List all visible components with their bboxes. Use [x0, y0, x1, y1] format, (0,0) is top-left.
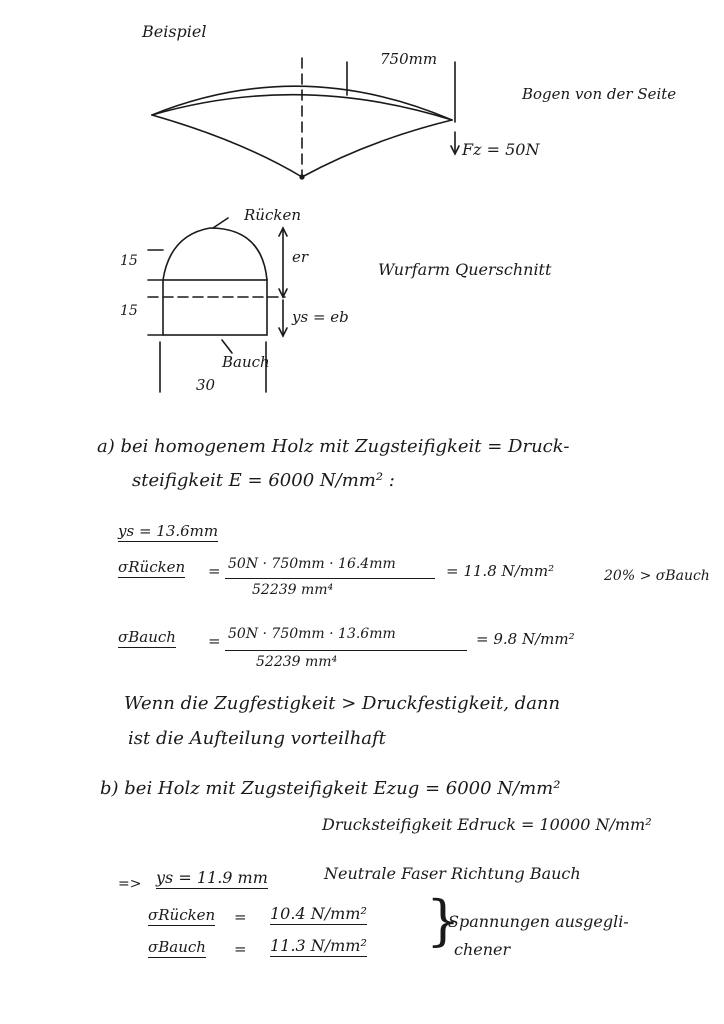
- part-b-intro-line1: b) bei Holz mit Zugsteifigkeit Ezug = 6000 N/mm²: [100, 778, 561, 799]
- part-a-sigma-belly-eq: =: [208, 632, 221, 650]
- part-a-sigma-back-denominator: 52239 mm⁴: [252, 582, 334, 598]
- part-a-conclusion-line2: ist die Aufteilung vorteilhaft: [128, 728, 386, 749]
- dim-bottom-label: 15: [120, 303, 138, 319]
- part-a-sigma-back-label: σRücken: [118, 558, 186, 576]
- part-a-sigma-belly-result: = 9.8 N/mm²: [476, 630, 575, 648]
- part-a-sigma-belly-denominator: 52239 mm⁴: [256, 654, 338, 670]
- part-b-ys-note: Neutrale Faser Richtung Bauch: [324, 864, 581, 883]
- part-b-sigma-back-eq: =: [234, 908, 247, 926]
- force-label: Fz = 50N: [462, 140, 540, 159]
- bow-side-label: Bogen von der Seite: [522, 85, 677, 103]
- dim-top-label: 15: [120, 253, 138, 269]
- part-a-conclusion-line1: Wenn die Zugfestigkeit > Druckfestigkeit, dann: [124, 693, 561, 714]
- grouping-brace: }: [426, 889, 461, 952]
- bow-length-label: 750mm: [380, 50, 438, 68]
- part-a-sigma-back-note: 20% > σBauch: [604, 568, 710, 584]
- part-a-sigma-belly-numerator: 50N · 750mm · 13.6mm: [228, 626, 396, 642]
- part-b-sigma-back-value: 10.4 N/mm²: [270, 904, 367, 923]
- part-a-intro-line1: a) bei homogenem Holz mit Zugsteifigkeit = Druck-: [97, 436, 570, 457]
- part-b-intro-line2: Drucksteifigkeit Edruck = 10000 N/mm²: [322, 815, 652, 834]
- part-a-sigma-back-result: = 11.8 N/mm²: [446, 562, 555, 580]
- part-b-sigma-belly-value: 11.3 N/mm²: [270, 936, 367, 955]
- back-label: Rücken: [244, 206, 301, 224]
- part-b-ys: ys = 11.9 mm: [156, 868, 268, 887]
- example-title: Beispiel: [142, 22, 207, 41]
- cross-section-caption: Wurfarm Querschnitt: [378, 260, 552, 279]
- ys-eb-label: ys = eb: [292, 308, 349, 326]
- part-a-sigma-back-eq: =: [208, 562, 221, 580]
- part-a-sigma-back-numerator: 50N · 750mm · 16.4mm: [228, 556, 396, 572]
- width-label: 30: [196, 376, 216, 394]
- part-a-sigma-belly-fraction-line: [225, 650, 467, 651]
- er-label: er: [292, 248, 309, 266]
- part-a-intro-line2: steifigkeit E = 6000 N/mm² :: [132, 470, 395, 491]
- part-a-sigma-back-fraction-line: [225, 578, 435, 579]
- part-b-sigma-belly-eq: =: [234, 940, 247, 958]
- part-b-arrow: =>: [118, 876, 142, 892]
- part-a-sigma-belly-label: σBauch: [118, 628, 176, 646]
- part-b-note-line2: chener: [454, 940, 511, 959]
- part-b-sigma-belly-label: σBauch: [148, 938, 206, 956]
- part-a-ys: ys = 13.6mm: [118, 522, 219, 540]
- part-b-note-line1: Spannungen ausgegli-: [448, 912, 629, 931]
- belly-label: Bauch: [222, 353, 270, 371]
- part-b-sigma-back-label: σRücken: [148, 906, 216, 924]
- bow-side-sketch: [152, 58, 459, 179]
